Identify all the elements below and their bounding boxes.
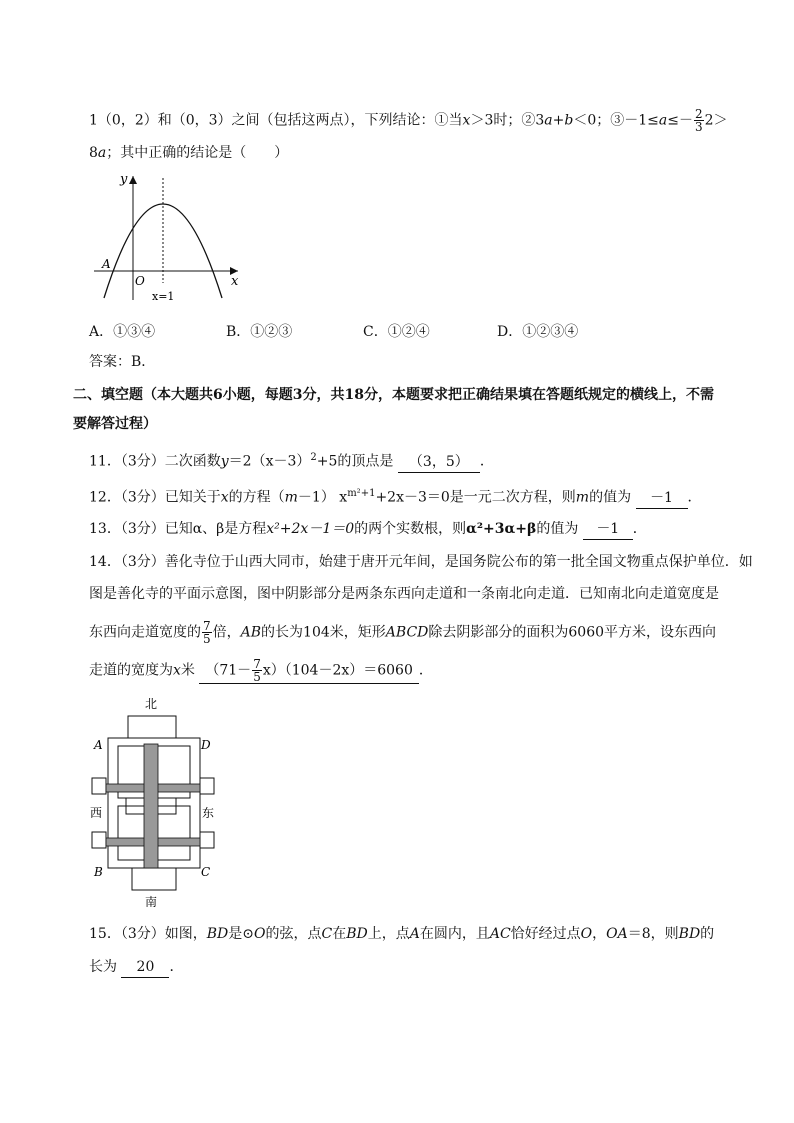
q11-answer: （3，5） [398, 452, 480, 473]
west-tab-top [92, 778, 106, 794]
q13-answer: －1 [583, 519, 633, 540]
option-c[interactable]: C．①②④ [363, 324, 430, 340]
section2-heading-2: 要解答过程） [73, 416, 157, 432]
y-label: y [120, 172, 128, 187]
q10-answer: 答案：B． [89, 354, 156, 370]
option-a[interactable]: A．①③④ [89, 324, 156, 340]
q13: 13．（3分）已知α、β是方程x²+2x－1＝0的两个实数根，则α²+3α+β的值为 －1 ． [89, 519, 647, 540]
parabola-graph [90, 170, 250, 305]
q14-line-1: 14．（3分）善化寺位于山西大同市，始建于唐开元年间，是国务院公布的第一批全国文物重点保护单位．如 [89, 554, 753, 570]
q14-line-2: 图是善化寺的平面示意图，图中阴影部分是两条东西向走道和一条南北向走道．已知南北向走道宽度是 [89, 586, 719, 602]
q15-line-1: 15．（3分）如图，BD是⊙O的弦，点C在BD上，点A在圆内，且AC恰好经过点O，OA＝8，则BD的 [89, 926, 715, 942]
west-tab-bottom [92, 832, 106, 848]
label-west: 西 [90, 806, 103, 820]
q14-line-4: 走道的宽度为x米 （71－ $\frac{7}{5}$ x）（104－2x）＝6060 ． [89, 657, 433, 684]
label-d: D [201, 738, 211, 752]
label-south: 南 [145, 895, 158, 909]
x-label: x [231, 274, 239, 289]
option-d[interactable]: D．①②③④ [497, 324, 579, 340]
label-b: B [94, 865, 103, 879]
q14-line-3: 东西向走道宽度的 $\frac{7}{5}$ 倍，AB的长为104米，矩形ABCD除去阴影部分的面积为6060平方米，设东西向 [89, 619, 717, 646]
q10-line-1: 1（0，2）和（0，3）之间（包括这两点），下列结论：①当x＞3时；②3a+b＜0；③－1≤a≤－ $\frac{2}{3}$ 2＞ [89, 107, 728, 134]
fraction-7-5-answer: $\frac{7}{5}$ [253, 657, 261, 684]
east-tab-top [200, 778, 214, 794]
fraction-7-5: $\frac{7}{5}$ [203, 619, 211, 646]
temple-plan-diagram [88, 692, 228, 912]
label-north: 北 [145, 697, 158, 711]
q15-line-2: 长为 20 ． [89, 957, 183, 978]
symmetry-axis-label: x=1 [152, 290, 175, 303]
label-a: A [94, 738, 103, 752]
fraction-2-3: $\frac{2}{3}$ [694, 107, 703, 134]
origin-label: O [135, 274, 145, 288]
q10-line-2: 8a；其中正确的结论是（ ） [89, 145, 289, 161]
east-tab-bottom [200, 832, 214, 848]
label-east: 东 [202, 806, 215, 820]
y-axis-arrow [129, 176, 137, 184]
q12-answer: －1 [636, 488, 688, 509]
point-a-label: A [102, 257, 111, 271]
q12: 12．（3分）已知关于x的方程（m－1） $x^{m^2+1}+2x-3=0$是一元二次方程，则m的值为 －1 ． [89, 484, 702, 509]
south-gate [132, 868, 176, 890]
north-gate [128, 716, 176, 738]
q14-answer: （71－ $\frac{7}{5}$ x）（104－2x）＝6060 [199, 658, 419, 684]
q15-answer: 20 [121, 957, 169, 978]
section2-heading-1: 二、填空题（本大题共6小题，每题3分，共18分，本题要求把正确结果填在答题纸规定的横线上，不需 [73, 387, 714, 403]
north-south-walkway [144, 744, 158, 868]
label-c: C [201, 865, 211, 879]
option-b[interactable]: B．①②③ [226, 324, 293, 340]
q11: 11．（3分）二次函数$y=2(x-3)^2+5$的顶点是 （3，5） ． [89, 448, 494, 473]
